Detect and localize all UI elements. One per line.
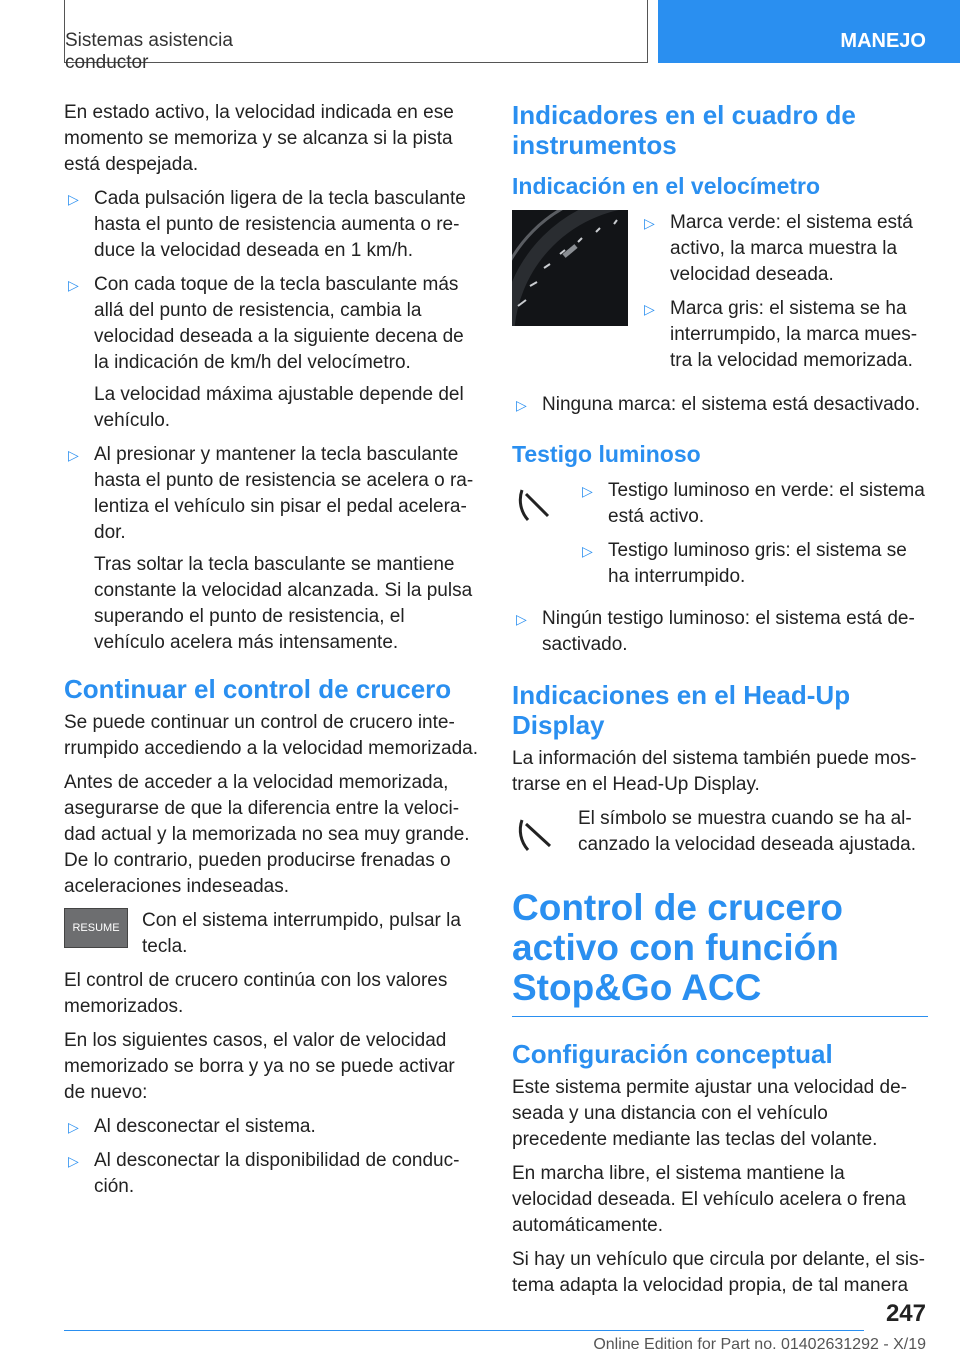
acc-heading: Control de crucero activo con función Stop&Go ACC [512, 888, 928, 1017]
hud-heading: Indicaciones en el Head-Up Display [512, 680, 851, 740]
list-item-text: Marca verde: el sistema está activo, la marca muestra la velocidad deseada. [670, 212, 913, 285]
header-frame [64, 0, 648, 73]
resume-button-icon: RESUME [64, 908, 128, 948]
hud-symbol-text: El símbolo se muestra cuando se ha alcanzado la velocidad deseada ajustada. [578, 808, 917, 855]
triangle-bullet-icon: ▷ [644, 215, 655, 231]
cases-list [64, 1114, 480, 1200]
list-item-note: La velocidad máxima ajustable depende del vehículo. [94, 384, 464, 431]
section-title: Sistemas asistencia conductor [65, 30, 233, 73]
list-item [64, 1148, 480, 1200]
triangle-bullet-icon: ▷ [644, 301, 655, 317]
indicators-heading: Indicadores en el cuadro de instrumentos [512, 100, 856, 160]
resume-instruction [64, 908, 480, 960]
speedometer-bullets [640, 210, 928, 382]
list-item-text: Al desconectar el sistema. [94, 1116, 316, 1137]
hud-symbol-section [512, 806, 928, 858]
list-item [640, 210, 928, 288]
concept-heading: Configuración conceptual [512, 1039, 833, 1069]
hud-paragraph: La información del sistema también puede mostrarse en el Head-Up Display. [512, 748, 917, 795]
left-column [64, 100, 480, 1208]
lamp-off-list [512, 606, 928, 658]
bullet-list [64, 186, 480, 656]
list-item [512, 392, 928, 418]
triangle-bullet-icon: ▷ [68, 447, 79, 463]
speedometer-section [512, 210, 928, 382]
continue-paragraph: Se puede continuar un control de crucero interrumpido accediendo a la velocidad memorizada. [64, 712, 479, 759]
page-number: 247 [885, 1300, 926, 1327]
list-item [512, 606, 928, 658]
list-item-text: Ninguna marca: el sistema está desactivado. [542, 394, 921, 415]
list-item-text: Testigo luminoso en verde: el sistema está activo. [608, 480, 925, 527]
speedometer-off-list [512, 392, 928, 418]
warning-paragraph: Antes de acceder a la velocidad memorizada, asegurarse de que la diferencia entre la velocidad actual y la memorizada no sea muy grande. De lo contrario, pueden producirse frenadas o aceleraciones indeseadas. [64, 772, 470, 897]
footer-divider [64, 1330, 864, 1331]
lamp-section [512, 478, 928, 598]
list-item [64, 272, 480, 434]
chapter-tab[interactable]: MANEJO [658, 0, 960, 63]
speedometer-heading: Indicación en el velocímetro [512, 173, 821, 199]
triangle-bullet-icon: ▷ [582, 483, 593, 499]
cruise-indicator-icon [512, 478, 578, 528]
triangle-bullet-icon: ▷ [582, 543, 593, 559]
list-item-text: Testigo luminoso gris: el sistema se ha interrumpido. [608, 540, 907, 587]
list-item-text: Cada pulsación ligera de la tecla basculante hasta el punto de resistencia aumenta o reduce la velocidad deseada en 1 km/h. [94, 188, 466, 261]
list-item [64, 442, 480, 656]
triangle-bullet-icon: ▷ [516, 397, 527, 413]
triangle-bullet-icon: ▷ [68, 191, 79, 207]
lamp-bullets [578, 478, 928, 598]
intro-paragraph: En estado activo, la velocidad indicada en ese momento se memoriza y se alcanza si la pista está despejada. [64, 102, 454, 175]
list-item-text: Ningún testigo luminoso: el sistema está desactivado. [542, 608, 915, 655]
list-item-text: Al desconectar la disponibilidad de conducción. [94, 1150, 460, 1197]
list-item [640, 296, 928, 374]
triangle-bullet-icon: ▷ [68, 277, 79, 293]
triangle-bullet-icon: ▷ [68, 1153, 79, 1169]
list-item [578, 538, 928, 590]
list-item [64, 1114, 480, 1140]
list-item-text: Al presionar y mantener la tecla basculante hasta el punto de resistencia se acelera o ralentiza el vehículo sin pisar el pedal acelerador. [94, 444, 474, 543]
lamp-heading: Testigo luminoso [512, 441, 701, 467]
concept-paragraph-3: Si hay un vehículo que circula por delante, el sistema adapta la velocidad propia, de tal manera [512, 1249, 925, 1296]
resume-text: Con el sistema interrumpido, pulsar la tecla. [142, 910, 461, 957]
list-item [64, 186, 480, 264]
triangle-bullet-icon: ▷ [516, 611, 527, 627]
list-item-text: Marca gris: el sistema se ha interrumpido, la marca muestra la velocidad memorizada. [670, 298, 918, 371]
concept-paragraph-1: Este sistema permite ajustar una velocidad deseada y una distancia con el vehículo precedente mediante las teclas del volante. [512, 1077, 907, 1150]
after-resume-paragraph: El control de crucero continúa con los valores memorizados. [64, 970, 448, 1017]
list-item [578, 478, 928, 530]
speedometer-image [512, 210, 628, 326]
edition-footer[interactable]: Online Edition for Part no. 01402631292 - X/19 [593, 1336, 926, 1353]
continue-heading: Continuar el control de crucero [64, 674, 452, 704]
list-item-text: Con cada toque de la tecla basculante más allá del punto de resistencia, cambia la velocidad deseada a la siguiente decena de la indicación de km/h del velocímetro. [94, 274, 464, 373]
right-column [512, 100, 928, 1307]
concept-paragraph-2: En marcha libre, el sistema mantiene la velocidad deseada. El vehículo acelera o frena automáticamente. [512, 1163, 906, 1236]
list-item-note: Tras soltar la tecla basculante se mantiene constante la velocidad alcanzada. Si la pulsa superando el punto de resistencia, el vehículo acelera más intensamente. [94, 554, 473, 653]
cases-intro: En los siguientes casos, el valor de velocidad memorizado se borra y ya no se puede activar de nuevo: [64, 1030, 455, 1103]
triangle-bullet-icon: ▷ [68, 1119, 79, 1135]
hud-cruise-icon [512, 806, 578, 856]
